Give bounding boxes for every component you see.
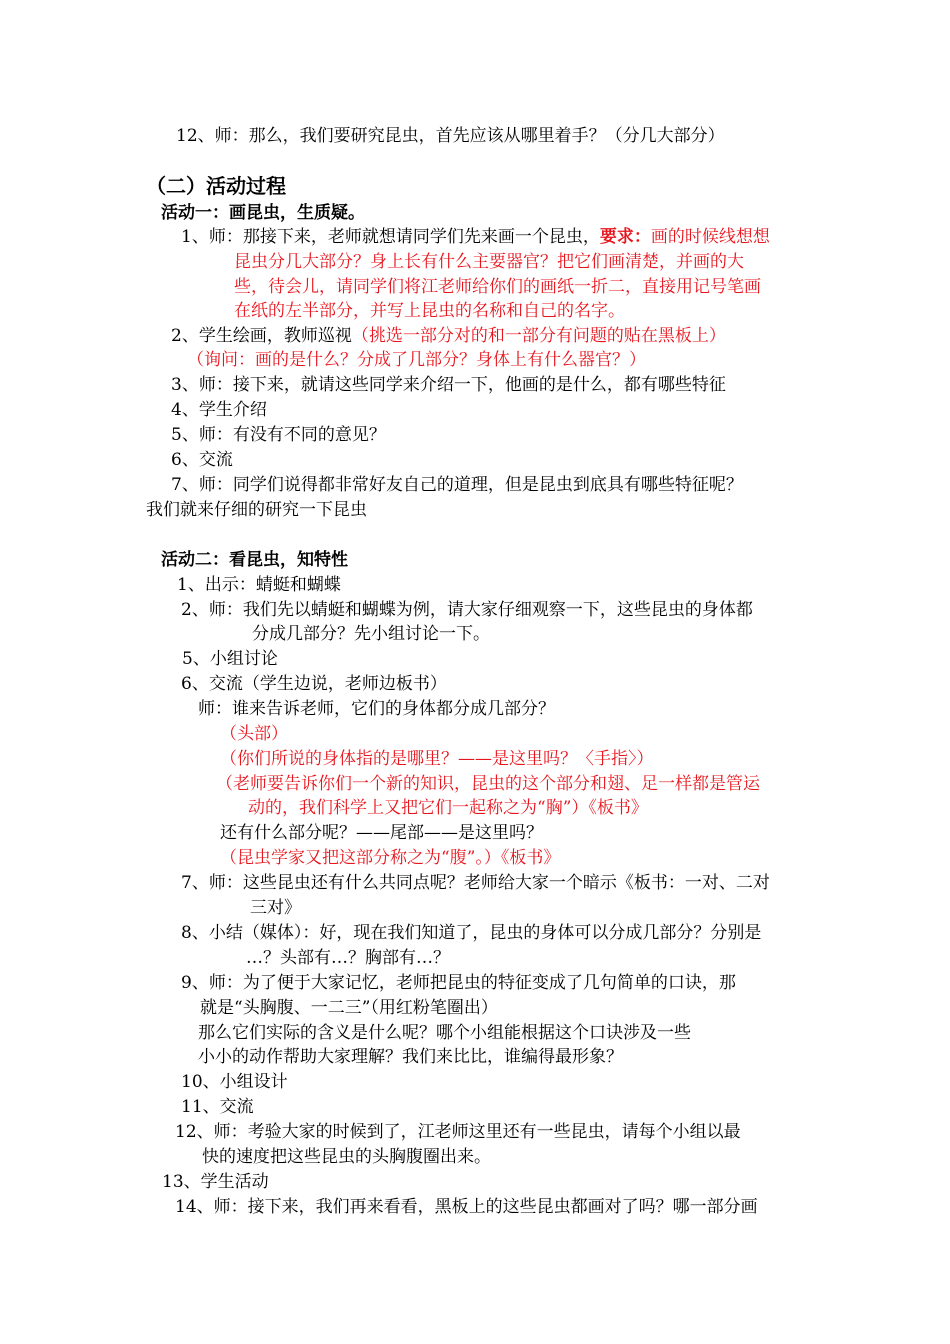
- activity1-title: 活动一：画昆虫，生质疑。: [161, 203, 365, 223]
- activity2-title: 活动二：看昆虫，知特性: [161, 550, 348, 570]
- intro-line-12: 12、师：那么，我们要研究昆虫，首先应该从哪里着手？（分几大部分）: [176, 126, 725, 146]
- activity1-line-2-text: 2、学生绘画，教师巡视: [171, 326, 352, 346]
- new-knowledge-line-2: 动的，我们科学上又把它们一起称之为“胸”）《板书》: [248, 798, 648, 818]
- activity1-line-1: [181, 225, 770, 249]
- teacher-prompt-body: （你们所说的身体指的是哪里？——是这里吗？〈手指〉）: [220, 749, 654, 769]
- requirement-line-4: 在纸的左半部分，并写上昆虫的名称和自己的名字。: [234, 301, 625, 321]
- activity2-line-7: 7、师：这些昆虫还有什么共同点呢？老师给大家一个暗示《板书：一对、二对: [181, 873, 770, 893]
- activity2-line-8: 8、小结（媒体）：好，现在我们知道了，昆虫的身体可以分成几部分？分别是: [181, 923, 762, 943]
- activity2-line-9-cont3: 小小的动作帮助大家理解？我们来比比，谁编得最形象？: [198, 1047, 623, 1067]
- requirement-label: 要求：: [599, 227, 651, 247]
- activity2-line-8-cont: …？头部有…？胸部有…？: [246, 948, 450, 968]
- activity2-line-9-cont2: 那么它们实际的含义是什么呢？哪个小组能根据这个口诀涉及一些: [198, 1023, 691, 1043]
- teacher-question-2: 还有什么部分呢？——尾部——是这里吗？: [220, 823, 543, 843]
- answer-head: （头部）: [220, 724, 288, 744]
- activity2-line-7-cont: 三对》: [250, 898, 301, 918]
- activity2-line-1: 1、出示：蜻蜓和蝴蝶: [177, 575, 341, 595]
- activity1-line-2-note: （挑选一部分对的和一部分有问题的贴在黑板上）: [351, 326, 726, 346]
- activity2-line-14: 14、师：接下来，我们再来看看，黑板上的这些昆虫都画对了吗？哪一部分画: [175, 1197, 758, 1217]
- activity2-line-9: 9、师：为了便于大家记忆，老师把昆虫的特征变成了几句简单的口诀，那: [181, 973, 736, 993]
- activity1-line-1-text: 1、师：那接下来，老师就想请同学们先来画一个昆虫，: [181, 227, 600, 247]
- activity2-line-12: 12、师：考验大家的时候到了，江老师这里还有一些昆虫，请每个小组以最: [175, 1122, 741, 1142]
- activity1-line-6: 6、交流: [171, 450, 233, 470]
- requirement-text: 画的时候线想想: [650, 227, 770, 247]
- teacher-question-1: 师：谁来告诉老师，它们的身体都分成几部分？: [198, 699, 555, 719]
- abdomen-note: （昆虫学家又把这部分称之为“腹”。）《板书》: [220, 848, 561, 868]
- new-knowledge-line-1: （老师要告诉你们一个新的知识，昆虫的这个部分和翅、足一样都是管运: [216, 774, 760, 794]
- activity1-inquiry: （询问：画的是什么？分成了几部分？身体上有什么器官？）: [187, 350, 646, 370]
- activity2-line-11: 11、交流: [181, 1097, 254, 1117]
- activity1-line-4: 4、学生介绍: [171, 400, 267, 420]
- activity2-line-2-cont: 分成几部分？先小组讨论一下。: [252, 624, 490, 644]
- activity2-line-9-cont: 就是“头胸腹、一二三”（用红粉笔圈出）: [200, 998, 498, 1018]
- activity2-line-2: 2、师：我们先以蜻蜓和蝴蝶为例，请大家仔细观察一下，这些昆虫的身体都: [181, 600, 753, 620]
- activity1-line-7-cont: 我们就来仔细的研究一下昆虫: [146, 500, 367, 520]
- activity2-line-5: 5、小组讨论: [182, 649, 278, 669]
- activity1-line-2: [171, 324, 726, 348]
- section-title: （二）活动过程: [146, 174, 286, 198]
- activity1-line-5: 5、师：有没有不同的意见？: [171, 425, 386, 445]
- activity2-line-13: 13、学生活动: [162, 1172, 269, 1192]
- activity2-line-10: 10、小组设计: [181, 1072, 288, 1092]
- activity1-line-7: 7、师：同学们说得都非常好友自己的道理，但是昆虫到底具有哪些特征呢？: [171, 475, 743, 495]
- activity1-line-3: 3、师：接下来，就请这些同学来介绍一下，他画的是什么，都有哪些特征: [171, 375, 726, 395]
- activity2-line-6: 6、交流（学生边说，老师边板书）: [181, 674, 447, 694]
- requirement-line-3: 些，待会儿，请同学们将江老师给你们的画纸一折二，直接用记号笔画: [234, 277, 761, 297]
- activity2-line-12-cont: 快的速度把这些昆虫的头胸腹圈出来。: [202, 1147, 491, 1167]
- requirement-line-2: 昆虫分几大部分？身上长有什么主要器官？把它们画清楚，并画的大: [234, 252, 744, 272]
